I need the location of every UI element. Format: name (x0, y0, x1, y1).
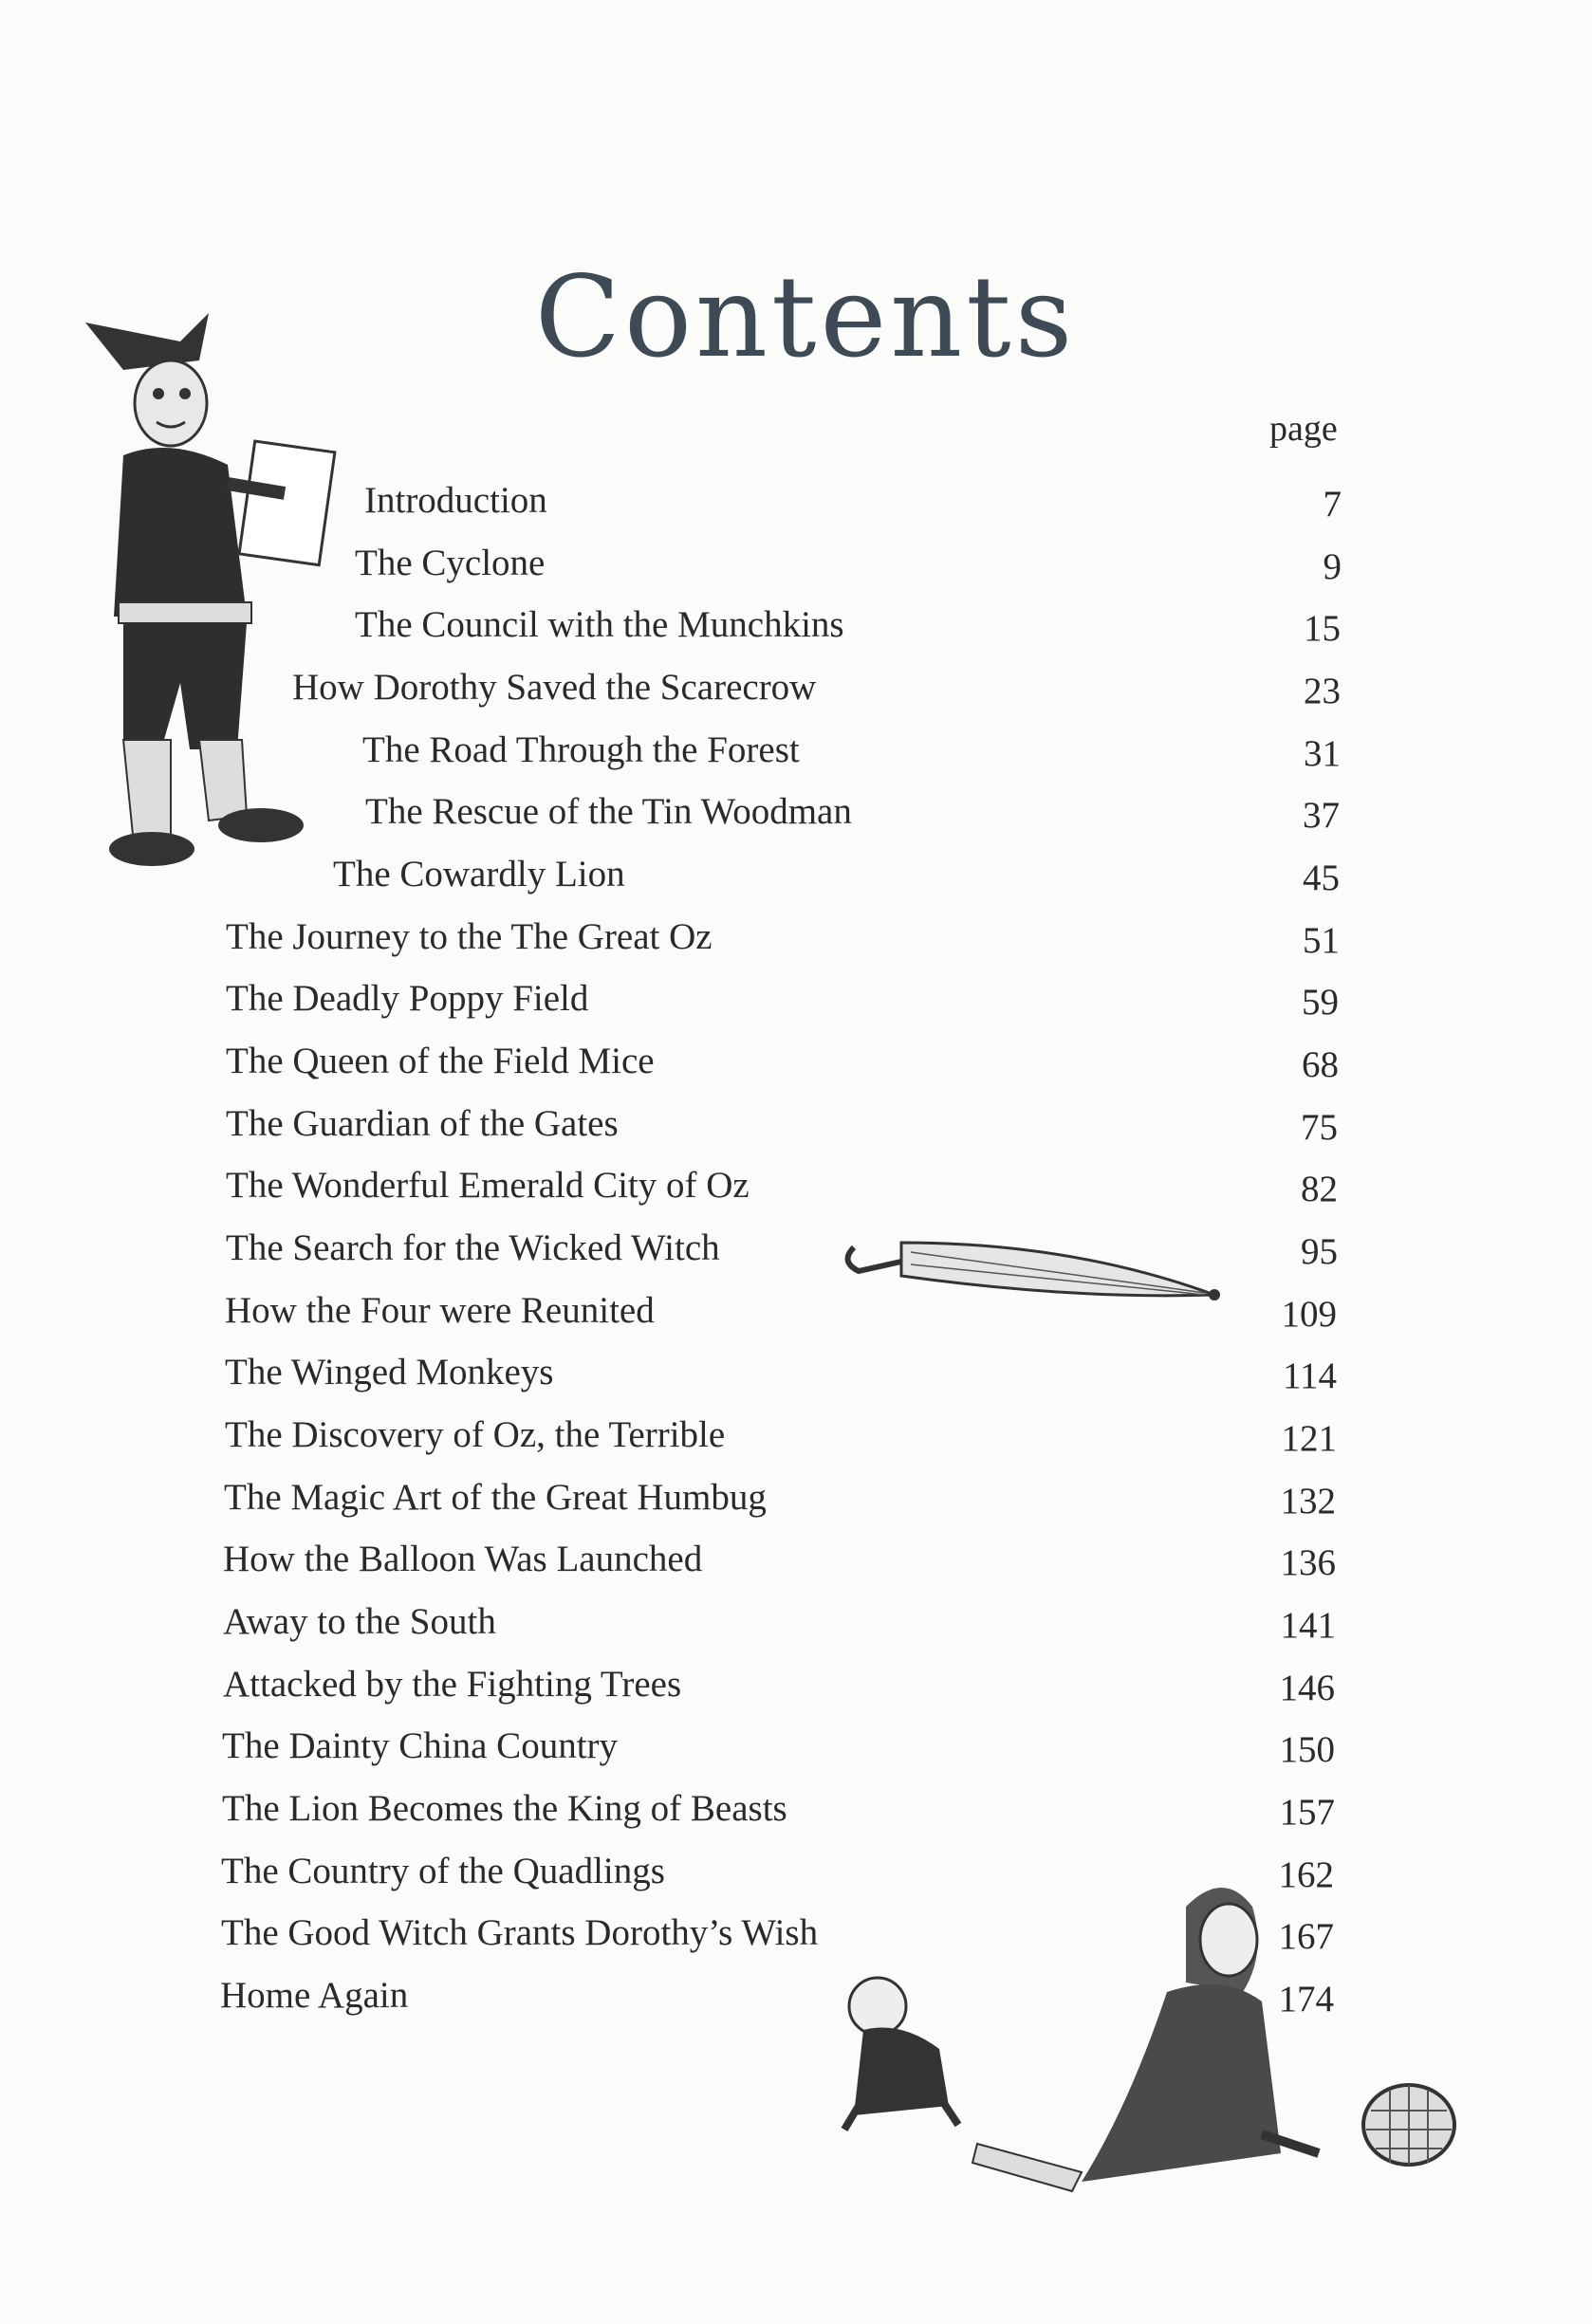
toc-entry-page: 15 (1304, 608, 1341, 650)
toc-entry-page: 75 (1301, 1106, 1338, 1148)
toc-entry-page: 23 (1304, 670, 1341, 711)
toc-entry-title: The Guardian of the Gates (226, 1102, 619, 1144)
toc-entry-page: 31 (1304, 732, 1341, 774)
toc-entry-page: 7 (1323, 484, 1342, 525)
toc-entry-page: 68 (1302, 1043, 1339, 1085)
toc-entry-title: The Search for the Wicked Witch (226, 1227, 720, 1268)
toc-entry-page: 82 (1301, 1169, 1338, 1210)
toc-entry-page: 146 (1279, 1667, 1335, 1708)
page-title: Contents (534, 251, 1077, 382)
toc-entry-title: The Cyclone (355, 542, 546, 583)
toc-entry-title: How the Four were Reunited (225, 1289, 655, 1331)
toc-entry-page: 150 (1279, 1729, 1335, 1771)
toc-entry-page: 174 (1278, 1978, 1334, 2020)
toc-entry-page: 132 (1280, 1480, 1336, 1522)
toc-entry-title: Attacked by the Fighting Trees (223, 1663, 682, 1705)
umbrella-illustration (835, 1219, 1233, 1323)
toc-entry-page: 162 (1278, 1854, 1334, 1895)
toc-entry-title: How Dorothy Saved the Scarecrow (292, 666, 817, 708)
toc-entry-title: The Lion Becomes the King of Beasts (222, 1787, 787, 1829)
toc-entry-title: The Road Through the Forest (362, 729, 800, 770)
toc-entry-title: Introduction (364, 480, 547, 521)
page-column-header: page (1269, 409, 1338, 449)
toc-entry-title: The Queen of the Field Mice (226, 1040, 655, 1081)
toc-entry-page: 51 (1303, 919, 1340, 961)
toc-entry-title: How the Balloon Was Launched (223, 1539, 703, 1580)
toc-entry-page: 59 (1302, 982, 1339, 1024)
scarecrow-illustration (66, 304, 379, 892)
toc-entry-page: 114 (1282, 1356, 1337, 1397)
toc-entry-title: The Wonderful Emerald City of Oz (226, 1165, 750, 1207)
toc-entry-title: The Rescue of the Tin Woodman (365, 791, 852, 833)
toc-entry-title: The Deadly Poppy Field (226, 978, 589, 1020)
toc-entry-title: Away to the South (223, 1600, 496, 1642)
toc-entry-title: The Cowardly Lion (333, 853, 625, 895)
toc-entry-page: 45 (1303, 857, 1340, 898)
toc-entry-title: The Council with the Munchkins (355, 604, 844, 646)
toc-entry-title: The Winged Monkeys (225, 1352, 554, 1393)
toc-entry-page: 157 (1279, 1791, 1335, 1833)
toc-entry-page: 121 (1281, 1417, 1337, 1459)
toc-entry-title: The Good Witch Grants Dorothy’s Wish (221, 1912, 819, 1954)
toc-entry-page: 109 (1281, 1293, 1337, 1335)
toc-entry-title: The Journey to the The Great Oz (226, 915, 713, 957)
toc-entry-title: The Discovery of Oz, the Terrible (225, 1413, 726, 1455)
dorothy-illustration (939, 1869, 1338, 2210)
toc-entry-page: 95 (1301, 1230, 1338, 1272)
toc-entry-page: 136 (1280, 1542, 1336, 1584)
toc-entry-title: The Magic Art of the Great Humbug (224, 1476, 767, 1518)
toc-entry-page: 167 (1278, 1916, 1334, 1958)
toc-entry-page: 141 (1280, 1604, 1336, 1646)
basket-illustration (1352, 2073, 1466, 2177)
toc-entry-title: The Country of the Quadlings (221, 1850, 665, 1891)
toc-entry-title: Home Again (220, 1974, 409, 2016)
toc-entry-page: 37 (1303, 795, 1340, 837)
toc-entry-page: 9 (1323, 545, 1342, 587)
toc-entry-title: The Dainty China Country (222, 1725, 619, 1767)
